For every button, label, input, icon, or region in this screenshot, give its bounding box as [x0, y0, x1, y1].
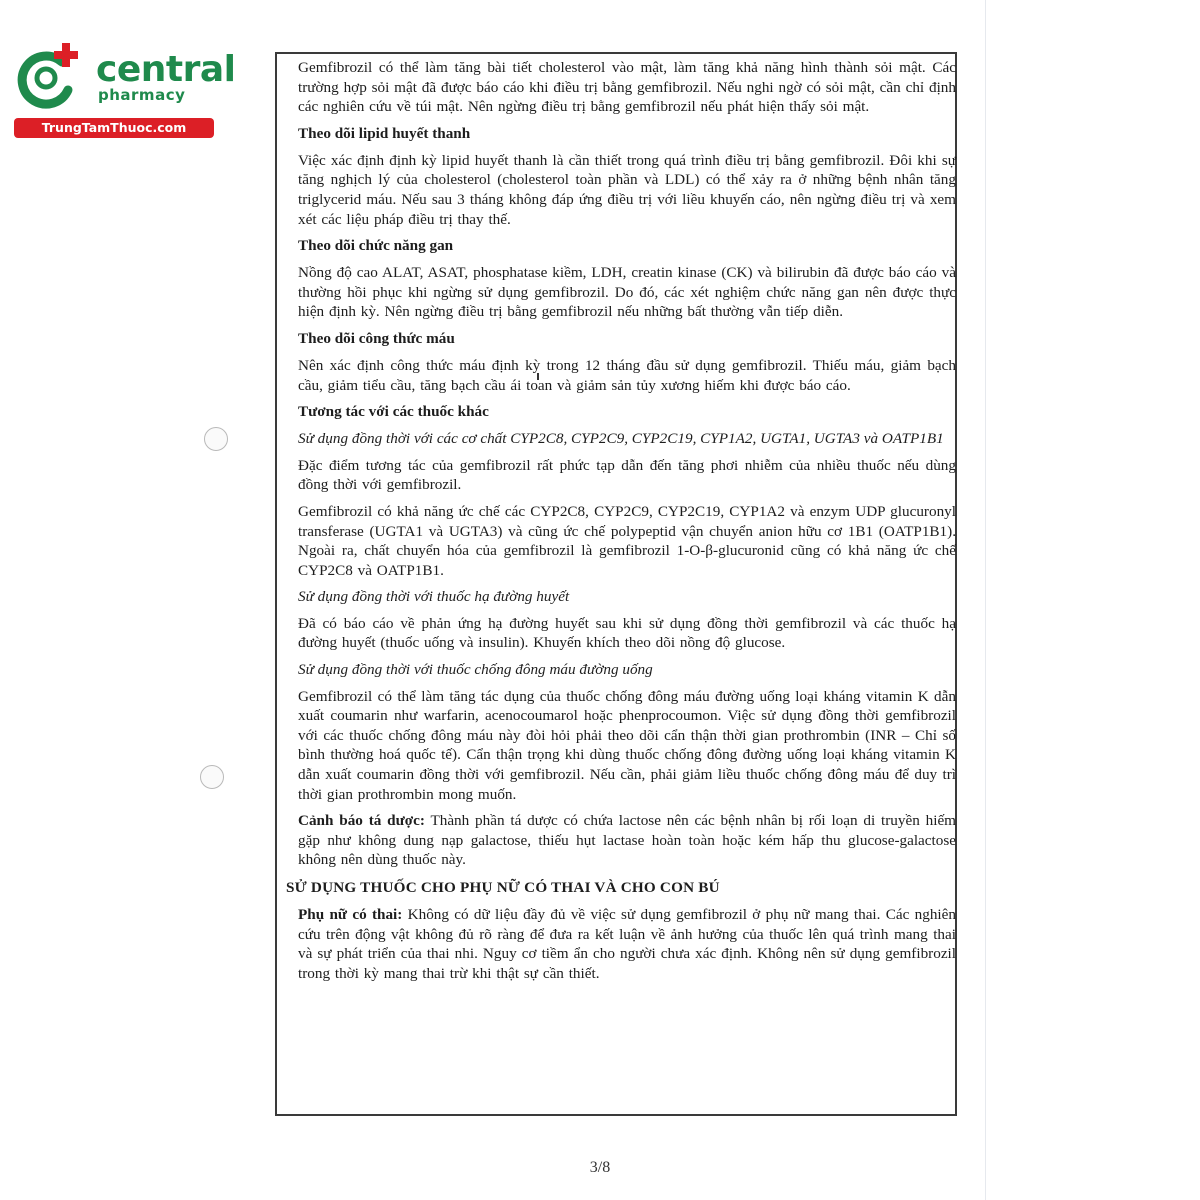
paragraph-liver-function: Nồng độ cao ALAT, ASAT, phosphatase kiềm, LDH, creatin kinase (CK) và bilirubin đã được báo cáo và thường hồi phục khi ngừng sử dụng gemfibrozil. Do đó, các xét nghiệm chức năng gan nên được thực hiện định kỳ. Nên ngừng điều trị bằng gemfibrozil nếu những bất thường vẫn tiếp diễn.: [298, 264, 956, 321]
paragraph-hypoglycemic-drugs: Đã có báo cáo về phản ứng hạ đường huyết sau khi sử dụng đồng thời gemfibrozil và các thuốc hạ đường huyết (thuốc uống và insulin). Khuyến khích theo dõi nồng độ glucose.: [298, 614, 956, 652]
subheading-oral-anticoagulants: Sử dụng đồng thời với thuốc chống đông máu đường uống: [298, 661, 653, 679]
logo-subtitle: pharmacy: [98, 86, 186, 104]
heading-liver-function-monitoring: Theo dõi chức năng gan: [298, 237, 454, 255]
subheading-hypoglycemic-drugs: Sử dụng đồng thời với thuốc hạ đường huyết: [298, 588, 570, 606]
paragraph-pregnancy: [298, 905, 956, 983]
paragraph-oral-anticoagulants: Gemfibrozil có thể làm tăng tác dụng của thuốc chống đông máu đường uống loại kháng vitamin K dẫn xuất coumarin như warfarin, acenocoumarol hoặc phenprocoumon. Việc sử dụng đồng thời gemfibrozil với các thuốc chống đông máu này đòi hỏi phải theo dõi cẩn thận thời gian prothrombin (INR – Chỉ số bình thường hoá quốc tế). Cẩn thận trọng khi dùng thuốc chống đông đường uống loại kháng vitamin K dẫn xuất coumarin đồng thời với gemfibrozil. Nếu cần, phải giảm liều thuốc chống đông máu để duy trì thời gian prothrombin mong muốn.: [298, 687, 956, 803]
paragraph-cyp-interaction-2: Gemfibrozil có khả năng ức chế các CYP2C8, CYP2C9, CYP2C19, CYP1A2 và enzym UDP glucuronyl transferase (UGTA1 và UGTA3) và cũng ức chế polypeptid vận chuyển anion hữu cơ 1B1 (OATP1B1). Ngoài ra, chất chuyển hóa của gemfibrozil là gemfibrozil 1-O-β-glucuronid cũng có khả năng ức chế CYP2C8 và OATP1B1.: [298, 502, 956, 579]
punch-hole: [204, 427, 228, 451]
paragraph-blood-count: Nên xác định công thức máu định kỳ trong 12 tháng đầu sử dụng gemfibrozil. Thiếu máu, giảm bạch cầu, giảm tiểu cầu, tăng bạch cầu ái toan và giảm sản tủy xương hiếm khi được báo cáo.: [298, 356, 956, 394]
punch-hole: [200, 765, 224, 789]
document-body: [286, 58, 956, 990]
excipient-warning-text: Thành phần tá dược có chứa lactose nên các bệnh nhân bị rối loạn di truyền hiếm gặp như không dung nạp galactose, thiếu hụt lactase hoàn toàn hoặc kém hấp thu glucose-galactose không nên dùng thuốc này.: [298, 812, 956, 869]
paragraph-gallstones: Gemfibrozil có thể làm tăng bài tiết cholesterol vào mật, làm tăng khả năng hình thành sỏi mật. Các trường hợp sỏi mật đã được báo cáo khi điều trị bằng gemfibrozil. Nếu nghi ngờ có sỏi mật, cần chỉ định các nghiên cứu về túi mật. Nên ngừng điều trị bằng gemfibrozil nếu phát hiện thấy sỏi mật.: [298, 59, 956, 116]
central-pharmacy-logo[interactable]: [10, 38, 236, 138]
paragraph-cyp-interaction-1: Đặc điểm tương tác của gemfibrozil rất phức tạp dẫn đến tăng phơi nhiễm của nhiều thuốc nếu dùng đồng thời với gemfibrozil.: [298, 456, 956, 494]
pregnancy-label: Phụ nữ có thai:: [298, 906, 403, 923]
scan-edge-line: [985, 0, 986, 1200]
section-heading-pregnancy-lactation: SỬ DỤNG THUỐC CHO PHỤ NỮ CÓ THAI VÀ CHO CON BÚ: [286, 879, 720, 896]
logo-name: central: [96, 49, 236, 90]
subheading-cyp-substrates: Sử dụng đồng thời với các cơ chất CYP2C8, CYP2C9, CYP2C19, CYP1A2, UGTA1, UGTA3 và OATP1B1: [298, 430, 944, 448]
pharmacy-cross-icon: [10, 38, 90, 118]
paragraph-serum-lipid: Việc xác định định kỳ lipid huyết thanh là cần thiết trong quá trình điều trị bằng gemfibrozil. Đôi khi sự tăng nghịch lý của cholesterol (cholesterol toàn phần và LDL) có thể xảy ra ở những bệnh nhân tăng triglycerid máu. Nếu sau 3 tháng không đáp ứng điều trị với liều khuyến cáo, nên ngừng điều trị và xem xét các liệu pháp điều trị thay thế.: [298, 151, 956, 228]
heading-serum-lipid-monitoring: Theo dõi lipid huyết thanh: [298, 124, 471, 142]
page-number: 3/8: [589, 1159, 611, 1176]
heading-drug-interactions: Tương tác với các thuốc khác: [298, 403, 489, 421]
excipient-warning-label: Cảnh báo tá dược:: [298, 812, 425, 830]
heading-blood-count-monitoring: Theo dõi công thức máu: [298, 329, 455, 347]
logo-website-badge[interactable]: TrungTamThuoc.com: [14, 118, 214, 138]
pregnancy-text: Không có dữ liệu đầy đủ về việc sử dụng gemfibrozil ở phụ nữ mang thai. Các nghiên cứu trên động vật không đủ rõ ràng để đưa ra kết luận về ảnh hưởng của thuốc lên quá trình mang thai và sự phát triển của thai nhi. Nguy cơ tiềm ẩn cho người chưa xác định. Không nên sử dụng gemfibrozil trong thời kỳ mang thai trừ khi thật sự cần thiết.: [298, 906, 956, 982]
paragraph-excipient-warning: [298, 811, 956, 870]
